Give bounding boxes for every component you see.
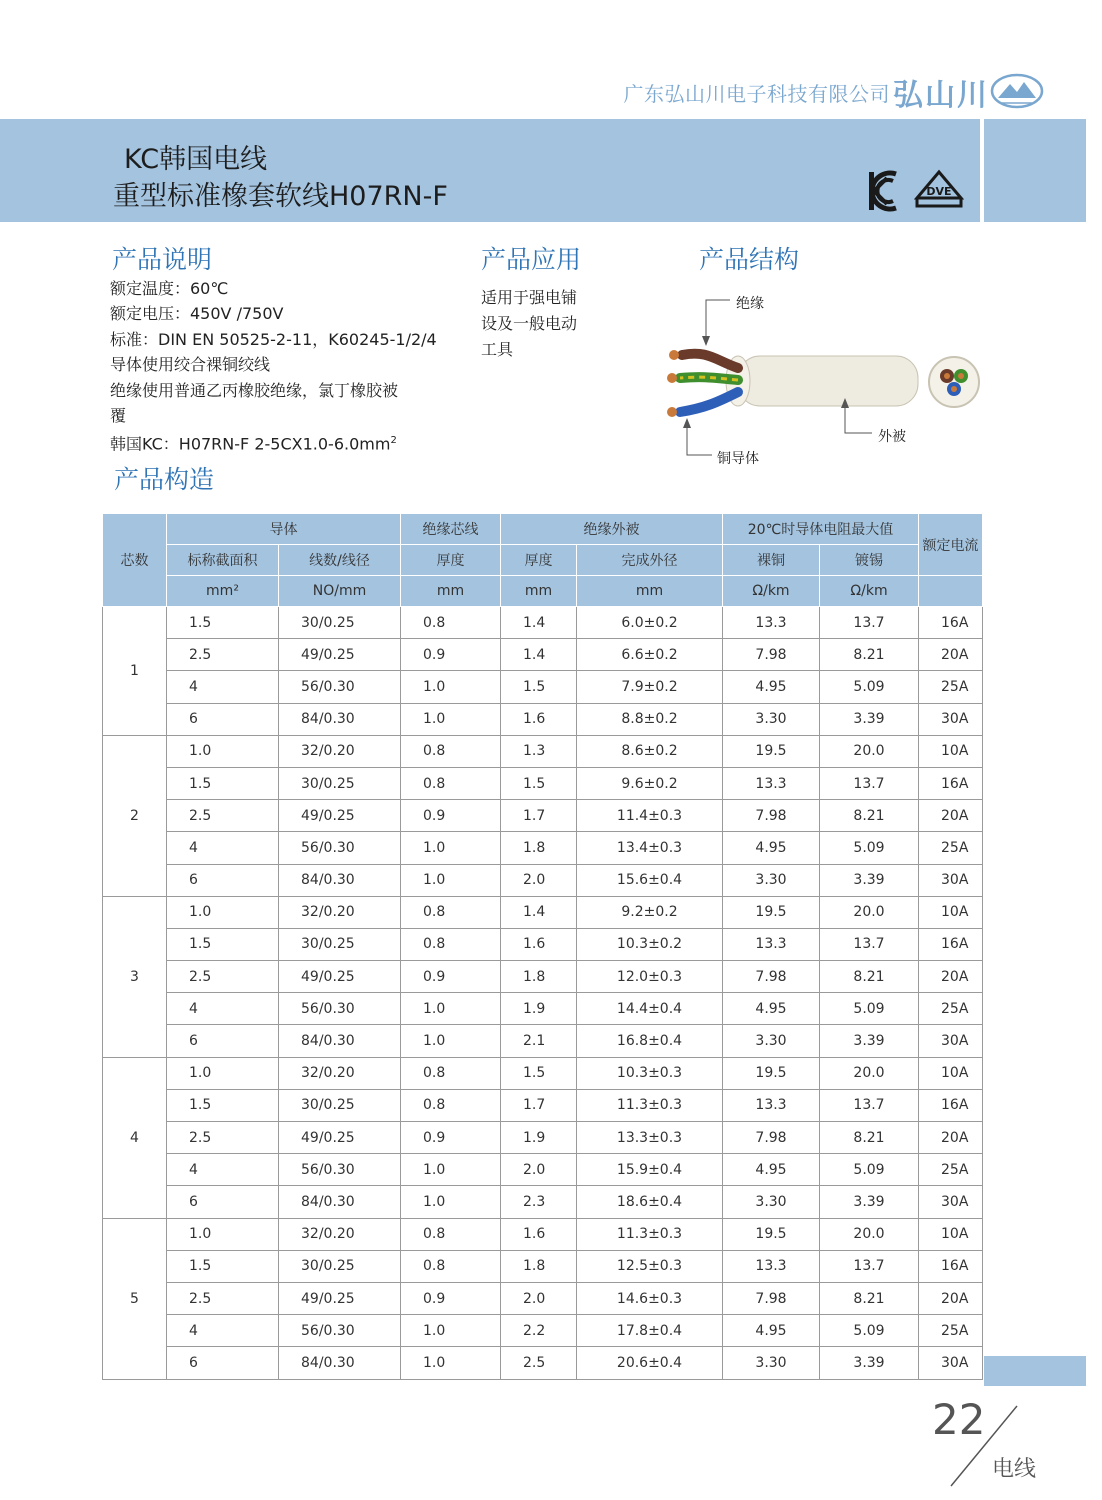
cell-wires: 56/0.30 [279, 1154, 401, 1186]
table-row [103, 1347, 983, 1379]
cell-ins-thickness: 0.9 [401, 961, 501, 993]
cell-outer-diameter: 18.6±0.4 [577, 1186, 723, 1218]
cell-area: 6 [167, 1025, 279, 1057]
cell-bare-resistance: 7.98 [723, 639, 820, 671]
unit-bare: Ω/km [723, 576, 820, 607]
table-row [103, 671, 983, 703]
cell-area: 6 [167, 1347, 279, 1379]
cell-sheath-thickness: 1.5 [501, 671, 577, 703]
table-row [103, 1218, 983, 1250]
cell-outer-diameter: 11.3±0.3 [577, 1218, 723, 1250]
cell-ins-thickness: 0.9 [401, 1282, 501, 1314]
cell-area: 2.5 [167, 800, 279, 832]
cell-current: 10A [919, 1218, 983, 1250]
cell-core-count: 3 [103, 896, 167, 1057]
cell-outer-diameter: 11.4±0.3 [577, 800, 723, 832]
cell-outer-diameter: 7.9±0.2 [577, 671, 723, 703]
cell-current: 30A [919, 1347, 983, 1379]
cell-current: 25A [919, 671, 983, 703]
cell-ins-thickness: 0.8 [401, 1089, 501, 1121]
cell-sheath-thickness: 1.6 [501, 703, 577, 735]
cell-current: 16A [919, 1089, 983, 1121]
table-row [103, 767, 983, 799]
cell-outer-diameter: 13.4±0.3 [577, 832, 723, 864]
header-tinned-copper: 镀锡 [820, 545, 919, 576]
cell-area: 4 [167, 993, 279, 1025]
cell-wires: 84/0.30 [279, 1347, 401, 1379]
header-resistance: 20℃时导体电阻最大值 [723, 514, 919, 545]
cell-bare-resistance: 13.3 [723, 1089, 820, 1121]
cell-sheath-thickness: 1.5 [501, 1057, 577, 1089]
table-row [103, 607, 983, 639]
cell-sheath-thickness: 2.3 [501, 1186, 577, 1218]
unit-area: mm² [167, 576, 279, 607]
cell-wires: 49/0.25 [279, 639, 401, 671]
cell-bare-resistance: 19.5 [723, 1218, 820, 1250]
page-number: 22 [932, 1395, 986, 1444]
header-area: 标称截面积 [167, 545, 279, 576]
cell-tinned-resistance: 13.7 [820, 1089, 919, 1121]
cell-wires: 30/0.25 [279, 767, 401, 799]
table-row [103, 639, 983, 671]
cell-bare-resistance: 4.95 [723, 993, 820, 1025]
cell-ins-thickness: 1.0 [401, 1186, 501, 1218]
cell-outer-diameter: 8.8±0.2 [577, 703, 723, 735]
cell-sheath-thickness: 1.6 [501, 928, 577, 960]
cell-area: 2.5 [167, 639, 279, 671]
unit-ins: mm [401, 576, 501, 607]
cell-current: 30A [919, 1186, 983, 1218]
cell-area: 1.0 [167, 1218, 279, 1250]
app-line: 工具 [481, 340, 514, 359]
cell-current: 16A [919, 767, 983, 799]
cell-sheath-thickness: 1.4 [501, 896, 577, 928]
cell-outer-diameter: 8.6±0.2 [577, 735, 723, 767]
cell-area: 1.5 [167, 1250, 279, 1282]
cell-current: 20A [919, 639, 983, 671]
cell-tinned-resistance: 20.0 [820, 735, 919, 767]
header-insulation: 绝缘芯线 [401, 514, 501, 545]
table-row [103, 961, 983, 993]
kc-spec-superscript: 2 [390, 435, 397, 447]
cell-wires: 30/0.25 [279, 607, 401, 639]
cell-ins-thickness: 0.8 [401, 1218, 501, 1250]
cell-sheath-thickness: 2.0 [501, 1154, 577, 1186]
cell-ins-thickness: 0.8 [401, 1250, 501, 1282]
page-category: 电线 [992, 1457, 1037, 1482]
cable-structure-illustration [660, 290, 990, 470]
cell-bare-resistance: 3.30 [723, 864, 820, 896]
cell-bare-resistance: 7.98 [723, 800, 820, 832]
cell-bare-resistance: 19.5 [723, 1057, 820, 1089]
cell-sheath-thickness: 1.7 [501, 1089, 577, 1121]
cell-wires: 30/0.25 [279, 928, 401, 960]
app-line: 设及一般电动 [481, 314, 578, 333]
cell-tinned-resistance: 13.7 [820, 1250, 919, 1282]
cell-area: 1.5 [167, 928, 279, 960]
app-line: 适用于强电铺 [481, 288, 578, 307]
cell-ins-thickness: 0.8 [401, 735, 501, 767]
cell-wires: 49/0.25 [279, 800, 401, 832]
cell-outer-diameter: 11.3±0.3 [577, 1089, 723, 1121]
cell-bare-resistance: 4.95 [723, 1154, 820, 1186]
cell-area: 1.0 [167, 1057, 279, 1089]
cell-tinned-resistance: 8.21 [820, 639, 919, 671]
cell-wires: 56/0.30 [279, 671, 401, 703]
cell-ins-thickness: 0.8 [401, 767, 501, 799]
cell-wires: 30/0.25 [279, 1250, 401, 1282]
cell-tinned-resistance: 20.0 [820, 896, 919, 928]
cell-current: 20A [919, 800, 983, 832]
cell-ins-thickness: 0.8 [401, 928, 501, 960]
cell-wires: 49/0.25 [279, 1122, 401, 1154]
cell-tinned-resistance: 5.09 [820, 671, 919, 703]
table-row [103, 1122, 983, 1154]
cell-outer-diameter: 16.8±0.4 [577, 1025, 723, 1057]
cell-outer-diameter: 9.6±0.2 [577, 767, 723, 799]
cell-sheath-thickness: 1.9 [501, 993, 577, 1025]
cell-wires: 84/0.30 [279, 1025, 401, 1057]
cell-bare-resistance: 13.3 [723, 928, 820, 960]
cell-sheath-thickness: 2.5 [501, 1347, 577, 1379]
cell-tinned-resistance: 13.7 [820, 767, 919, 799]
cell-bare-resistance: 4.95 [723, 671, 820, 703]
cell-bare-resistance: 13.3 [723, 767, 820, 799]
cell-ins-thickness: 0.8 [401, 896, 501, 928]
table-row [103, 735, 983, 767]
cell-sheath-thickness: 1.9 [501, 1122, 577, 1154]
cell-current: 30A [919, 864, 983, 896]
table-row [103, 993, 983, 1025]
cell-tinned-resistance: 5.09 [820, 1154, 919, 1186]
kc-spec-text: 韩国KC：H07RN-F 2-5CX1.0-6.0mm [110, 434, 391, 454]
desc-line: 覆 [110, 406, 127, 426]
cell-area: 1.0 [167, 896, 279, 928]
cell-wires: 84/0.30 [279, 1186, 401, 1218]
cell-tinned-resistance: 3.39 [820, 1186, 919, 1218]
cell-wires: 84/0.30 [279, 703, 401, 735]
cell-ins-thickness: 0.9 [401, 1122, 501, 1154]
header-current: 额定电流 [919, 514, 983, 576]
cell-tinned-resistance: 20.0 [820, 1218, 919, 1250]
cell-ins-thickness: 1.0 [401, 864, 501, 896]
cell-ins-thickness: 1.0 [401, 703, 501, 735]
cell-current: 20A [919, 1122, 983, 1154]
cell-current: 25A [919, 1154, 983, 1186]
desc-line: 额定电压：450V /750V [110, 304, 284, 324]
cell-bare-resistance: 3.30 [723, 1186, 820, 1218]
cell-current: 30A [919, 703, 983, 735]
cell-outer-diameter: 17.8±0.4 [577, 1315, 723, 1347]
conductor-label: 铜导体 [717, 451, 759, 467]
table-row [103, 1057, 983, 1089]
cell-ins-thickness: 1.0 [401, 671, 501, 703]
desc-line: 标准：DIN EN 50525-2-11，K60245-1/2/4 [110, 329, 437, 349]
cell-wires: 32/0.20 [279, 1218, 401, 1250]
cell-current: 25A [919, 1315, 983, 1347]
table-row [103, 896, 983, 928]
cell-current: 16A [919, 928, 983, 960]
table-row [103, 1315, 983, 1347]
cell-wires: 56/0.30 [279, 832, 401, 864]
cell-sheath-thickness: 1.6 [501, 1218, 577, 1250]
cell-sheath-thickness: 1.4 [501, 639, 577, 671]
cell-outer-diameter: 6.0±0.2 [577, 607, 723, 639]
cell-ins-thickness: 1.0 [401, 1025, 501, 1057]
cell-tinned-resistance: 13.7 [820, 607, 919, 639]
cell-bare-resistance: 13.3 [723, 1250, 820, 1282]
cell-outer-diameter: 6.6±0.2 [577, 639, 723, 671]
page-title-line2: 重型标准橡套软线H07RN-F [113, 181, 448, 212]
unit-tinned: Ω/km [820, 576, 919, 607]
mountain-logo-icon [990, 70, 1044, 112]
cell-area: 6 [167, 1186, 279, 1218]
header-side-band [984, 119, 1086, 222]
cell-outer-diameter: 20.6±0.4 [577, 1347, 723, 1379]
cell-outer-diameter: 9.2±0.2 [577, 896, 723, 928]
cell-current: 10A [919, 735, 983, 767]
table-row [103, 864, 983, 896]
cell-area: 2.5 [167, 1282, 279, 1314]
desc-line: 额定温度：60℃ [110, 279, 229, 298]
cell-area: 2.5 [167, 961, 279, 993]
cell-bare-resistance: 4.95 [723, 1315, 820, 1347]
cell-sheath-thickness: 2.0 [501, 864, 577, 896]
cell-current: 10A [919, 1057, 983, 1089]
table-row [103, 703, 983, 735]
table-row [103, 1154, 983, 1186]
cell-bare-resistance: 19.5 [723, 735, 820, 767]
cell-sheath-thickness: 1.8 [501, 1250, 577, 1282]
cell-core-count: 5 [103, 1218, 167, 1379]
table-row [103, 1282, 983, 1314]
table-row [103, 1250, 983, 1282]
cell-bare-resistance: 4.95 [723, 832, 820, 864]
cell-sheath-thickness: 2.2 [501, 1315, 577, 1347]
cell-bare-resistance: 3.30 [723, 1347, 820, 1379]
unit-wires: NO/mm [279, 576, 401, 607]
cell-tinned-resistance: 3.39 [820, 1025, 919, 1057]
structure-heading: 产品结构 [699, 245, 800, 274]
cell-outer-diameter: 12.5±0.3 [577, 1250, 723, 1282]
table-row [103, 800, 983, 832]
unit-current-empty [919, 576, 983, 607]
cell-sheath-thickness: 2.0 [501, 1282, 577, 1314]
cell-outer-diameter: 15.6±0.4 [577, 864, 723, 896]
table-row [103, 1025, 983, 1057]
company-name: 广东弘山川电子科技有限公司 [623, 82, 890, 106]
cell-tinned-resistance: 3.39 [820, 703, 919, 735]
table-row [103, 832, 983, 864]
cell-ins-thickness: 0.8 [401, 1057, 501, 1089]
cell-ins-thickness: 1.0 [401, 993, 501, 1025]
cell-outer-diameter: 12.0±0.3 [577, 961, 723, 993]
cell-ins-thickness: 1.0 [401, 832, 501, 864]
cell-current: 25A [919, 993, 983, 1025]
cell-current: 16A [919, 1250, 983, 1282]
sheath-label: 外被 [878, 429, 906, 445]
cell-current: 16A [919, 607, 983, 639]
application-heading: 产品应用 [481, 245, 582, 274]
cell-wires: 32/0.20 [279, 1057, 401, 1089]
cell-tinned-resistance: 8.21 [820, 1122, 919, 1154]
footer-band [984, 1356, 1086, 1386]
header-conductor: 导体 [167, 514, 401, 545]
header-sheath-thickness: 厚度 [501, 545, 577, 576]
cell-sheath-thickness: 1.7 [501, 800, 577, 832]
cell-area: 1.0 [167, 735, 279, 767]
unit-sheath: mm [501, 576, 577, 607]
cell-bare-resistance: 19.5 [723, 896, 820, 928]
cell-core-count: 4 [103, 1057, 167, 1218]
cell-area: 4 [167, 832, 279, 864]
cell-wires: 32/0.20 [279, 735, 401, 767]
cell-tinned-resistance: 8.21 [820, 800, 919, 832]
vde-certification-icon [914, 168, 964, 210]
page-title-line1: KC韩国电线 [124, 144, 268, 175]
cell-ins-thickness: 1.0 [401, 1154, 501, 1186]
cell-wires: 32/0.20 [279, 896, 401, 928]
cell-current: 30A [919, 1025, 983, 1057]
cell-area: 1.5 [167, 767, 279, 799]
cell-tinned-resistance: 3.39 [820, 1347, 919, 1379]
cell-current: 20A [919, 961, 983, 993]
cell-bare-resistance: 7.98 [723, 1282, 820, 1314]
cell-sheath-thickness: 2.1 [501, 1025, 577, 1057]
header-ins-thickness: 厚度 [401, 545, 501, 576]
product-description [110, 276, 450, 457]
table-row [103, 1186, 983, 1218]
insulation-label: 绝缘 [736, 296, 764, 312]
product-application [481, 285, 611, 363]
cell-outer-diameter: 14.4±0.4 [577, 993, 723, 1025]
vde-text: DVE [926, 185, 952, 198]
cell-tinned-resistance: 8.21 [820, 1282, 919, 1314]
header-core: 芯数 [103, 514, 167, 607]
cell-tinned-resistance: 20.0 [820, 1057, 919, 1089]
cell-current: 20A [919, 1282, 983, 1314]
cell-bare-resistance: 7.98 [723, 961, 820, 993]
cell-tinned-resistance: 5.09 [820, 1315, 919, 1347]
cell-area: 2.5 [167, 1122, 279, 1154]
cell-wires: 49/0.25 [279, 961, 401, 993]
cell-area: 4 [167, 1315, 279, 1347]
header-bare-copper: 裸铜 [723, 545, 820, 576]
cell-wires: 30/0.25 [279, 1089, 401, 1121]
cell-bare-resistance: 7.98 [723, 1122, 820, 1154]
cell-wires: 56/0.30 [279, 1315, 401, 1347]
cell-outer-diameter: 13.3±0.3 [577, 1122, 723, 1154]
cell-sheath-thickness: 1.8 [501, 832, 577, 864]
cell-area: 1.5 [167, 1089, 279, 1121]
desc-line: 导体使用绞合裸铜绞线 [110, 355, 271, 375]
kc-certification-icon [867, 168, 899, 214]
table-row [103, 1089, 983, 1121]
cell-bare-resistance: 13.3 [723, 607, 820, 639]
cell-bare-resistance: 3.30 [723, 1025, 820, 1057]
specification-table-body [103, 607, 983, 1380]
cell-tinned-resistance: 3.39 [820, 864, 919, 896]
header-outer-diameter: 完成外径 [577, 545, 723, 576]
cell-current: 25A [919, 832, 983, 864]
cell-area: 6 [167, 703, 279, 735]
cell-sheath-thickness: 1.3 [501, 735, 577, 767]
cell-outer-diameter: 15.9±0.4 [577, 1154, 723, 1186]
table-row [103, 928, 983, 960]
specification-table [102, 513, 983, 1380]
cell-current: 10A [919, 896, 983, 928]
cell-core-count: 2 [103, 735, 167, 896]
cell-bare-resistance: 3.30 [723, 703, 820, 735]
cell-ins-thickness: 0.9 [401, 800, 501, 832]
brand-name: 弘山川 [893, 78, 989, 113]
cell-wires: 49/0.25 [279, 1282, 401, 1314]
cell-area: 6 [167, 864, 279, 896]
cell-ins-thickness: 1.0 [401, 1347, 501, 1379]
desc-line-kc [110, 428, 450, 457]
cell-outer-diameter: 14.6±0.3 [577, 1282, 723, 1314]
header-wires: 线数/线径 [279, 545, 401, 576]
cell-tinned-resistance: 5.09 [820, 832, 919, 864]
cell-ins-thickness: 0.9 [401, 639, 501, 671]
construction-heading: 产品构造 [114, 465, 215, 494]
cell-area: 4 [167, 671, 279, 703]
cell-wires: 56/0.30 [279, 993, 401, 1025]
cell-area: 1.5 [167, 607, 279, 639]
cell-tinned-resistance: 13.7 [820, 928, 919, 960]
cell-core-count: 1 [103, 607, 167, 736]
cell-tinned-resistance: 5.09 [820, 993, 919, 1025]
desc-line: 绝缘使用普通乙丙橡胶绝缘，氯丁橡胶被 [110, 380, 399, 400]
cell-outer-diameter: 10.3±0.3 [577, 1057, 723, 1089]
cell-sheath-thickness: 1.5 [501, 767, 577, 799]
cell-wires: 84/0.30 [279, 864, 401, 896]
cell-sheath-thickness: 1.8 [501, 961, 577, 993]
cell-sheath-thickness: 1.4 [501, 607, 577, 639]
cell-area: 4 [167, 1154, 279, 1186]
cell-ins-thickness: 0.8 [401, 607, 501, 639]
cell-tinned-resistance: 8.21 [820, 961, 919, 993]
cell-outer-diameter: 10.3±0.2 [577, 928, 723, 960]
header-sheath: 绝缘外被 [501, 514, 723, 545]
description-heading: 产品说明 [112, 245, 213, 274]
cell-ins-thickness: 1.0 [401, 1315, 501, 1347]
unit-od: mm [577, 576, 723, 607]
